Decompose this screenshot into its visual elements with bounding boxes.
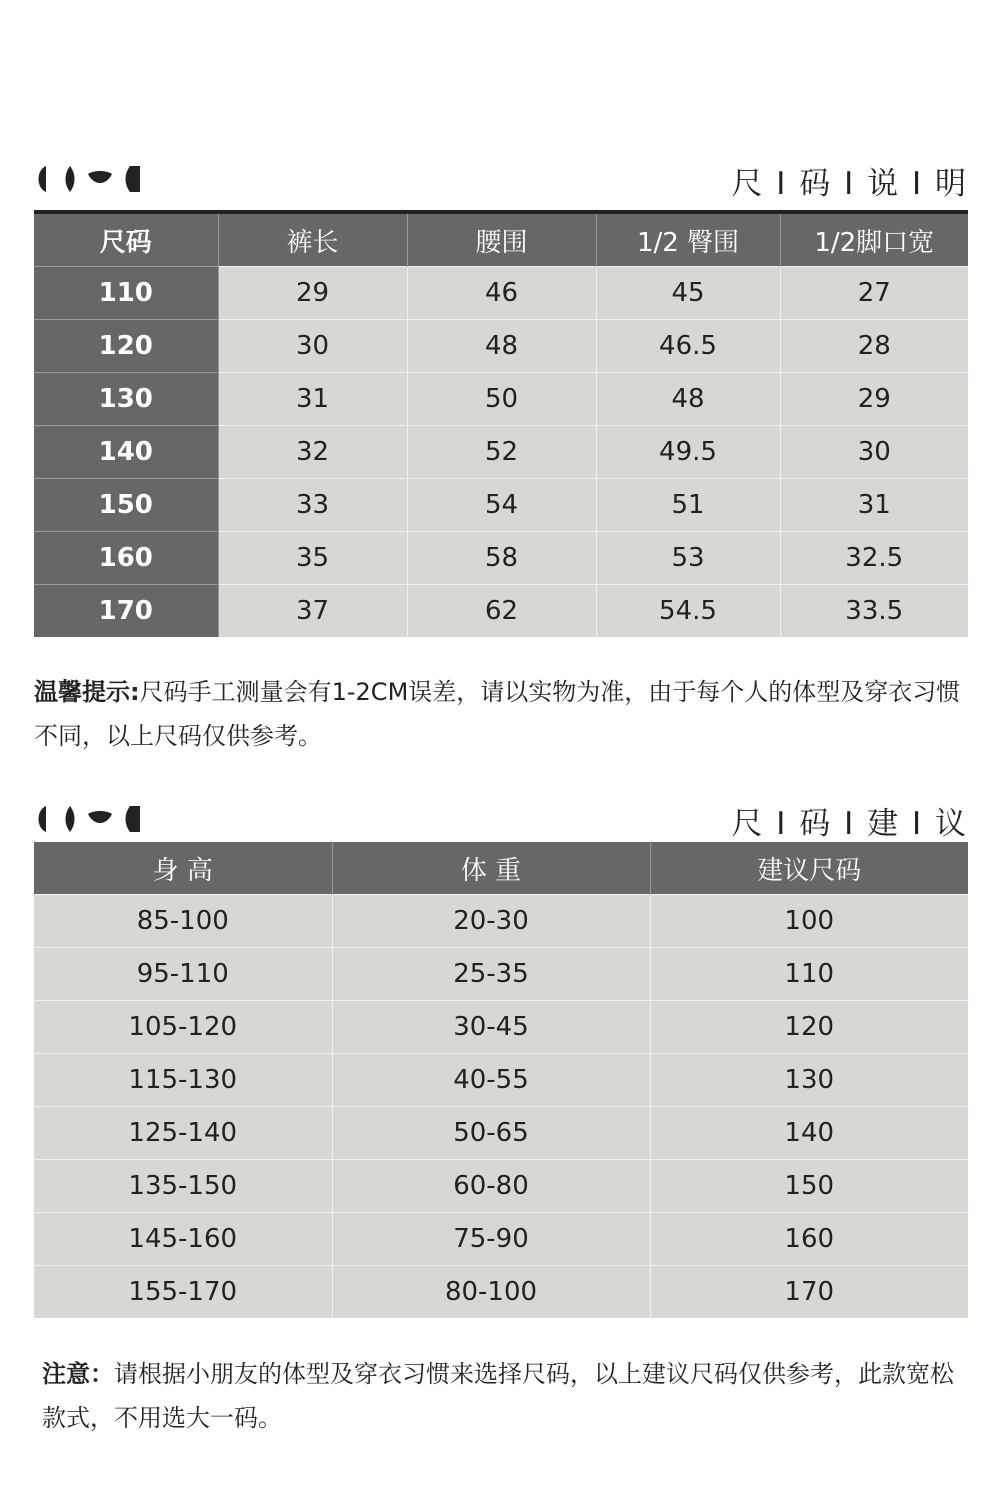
table-cell: 30: [218, 320, 407, 373]
table-cell: 48: [596, 373, 780, 426]
table-cell: 105-120: [34, 1001, 332, 1054]
table-cell: 33.5: [780, 585, 968, 638]
table-cell: 50-65: [332, 1107, 650, 1160]
table-cell: 31: [780, 479, 968, 532]
size-cell: 160: [34, 532, 218, 585]
table-cell: 160: [650, 1213, 968, 1266]
table-row: [34, 1213, 968, 1266]
decorative-leaf-ornament-icon: [34, 164, 144, 194]
size-chart-title: 尺 I 码 I 说 I 明: [731, 166, 968, 202]
size-cell: 120: [34, 320, 218, 373]
column-header: 腰围: [407, 214, 596, 267]
table-cell: 110: [650, 948, 968, 1001]
size-cell: 110: [34, 267, 218, 320]
table-cell: 58: [407, 532, 596, 585]
table-cell: 115-130: [34, 1054, 332, 1107]
table-row: [34, 585, 968, 638]
table-cell: 45: [596, 267, 780, 320]
tip-text: 尺码手工测量会有1-2CM误差，请以实物为准，由于每个人的体型及穿衣习惯不同，以上尺码仅供参考。: [34, 678, 961, 750]
table-cell: 20-30: [332, 895, 650, 948]
notice-text: 请根据小朋友的体型及穿衣习惯来选择尺码，以上建议尺码仅供参考，此款宽松款式，不用选大一码。: [42, 1360, 954, 1432]
table-cell: 28: [780, 320, 968, 373]
table-cell: 140: [650, 1107, 968, 1160]
table-cell: 150: [650, 1160, 968, 1213]
table-cell: 33: [218, 479, 407, 532]
table-cell: 40-55: [332, 1054, 650, 1107]
table-row: [34, 1001, 968, 1054]
table-cell: 27: [780, 267, 968, 320]
notice-note: [42, 1352, 974, 1440]
table-row: [34, 479, 968, 532]
decorative-leaf-ornament-icon: [34, 804, 144, 834]
table-cell: 30: [780, 426, 968, 479]
size-tip-note: [34, 670, 974, 758]
table-cell: 50: [407, 373, 596, 426]
tip-label: 温馨提示:: [34, 678, 140, 706]
table-cell: 46: [407, 267, 596, 320]
column-header: 身 高: [34, 842, 332, 895]
recommend-header-row: [34, 842, 968, 895]
table-cell: 100: [650, 895, 968, 948]
table-row: [34, 373, 968, 426]
table-cell: 75-90: [332, 1213, 650, 1266]
table-cell: 54.5: [596, 585, 780, 638]
column-header: 建议尺码: [650, 842, 968, 895]
table-row: [34, 1266, 968, 1319]
table-cell: 60-80: [332, 1160, 650, 1213]
table-row: [34, 1054, 968, 1107]
table-cell: 46.5: [596, 320, 780, 373]
table-cell: 37: [218, 585, 407, 638]
table-cell: 49.5: [596, 426, 780, 479]
table-row: [34, 426, 968, 479]
table-cell: 35: [218, 532, 407, 585]
table-cell: 170: [650, 1266, 968, 1319]
table-cell: 145-160: [34, 1213, 332, 1266]
table-cell: 52: [407, 426, 596, 479]
table-cell: 95-110: [34, 948, 332, 1001]
table-row: [34, 267, 968, 320]
table-cell: 48: [407, 320, 596, 373]
table-cell: 25-35: [332, 948, 650, 1001]
table-row: [34, 1160, 968, 1213]
size-cell: 170: [34, 585, 218, 638]
size-chart-table: [34, 214, 968, 637]
size-cell: 130: [34, 373, 218, 426]
table-cell: 155-170: [34, 1266, 332, 1319]
table-cell: 53: [596, 532, 780, 585]
table-cell: 62: [407, 585, 596, 638]
size-chart-header-row: [34, 214, 968, 267]
table-cell: 54: [407, 479, 596, 532]
column-header: 体 重: [332, 842, 650, 895]
recommend-chart-title: 尺 I 码 I 建 I 议: [731, 806, 968, 842]
table-row: [34, 895, 968, 948]
notice-label: 注意：: [42, 1360, 114, 1388]
table-cell: 135-150: [34, 1160, 332, 1213]
recommend-chart-header: [34, 798, 968, 842]
table-row: [34, 532, 968, 585]
table-row: [34, 1107, 968, 1160]
table-cell: 125-140: [34, 1107, 332, 1160]
table-cell: 31: [218, 373, 407, 426]
table-cell: 32: [218, 426, 407, 479]
column-header: 1/2 臀围: [596, 214, 780, 267]
size-chart-header: [34, 158, 968, 202]
table-cell: 29: [780, 373, 968, 426]
size-cell: 140: [34, 426, 218, 479]
size-cell: 150: [34, 479, 218, 532]
column-header: 尺码: [34, 214, 218, 267]
column-header: 裤长: [218, 214, 407, 267]
table-cell: 29: [218, 267, 407, 320]
column-header: 1/2脚口宽: [780, 214, 968, 267]
table-cell: 51: [596, 479, 780, 532]
recommend-chart-table: [34, 842, 968, 1318]
table-cell: 30-45: [332, 1001, 650, 1054]
table-row: [34, 948, 968, 1001]
table-cell: 120: [650, 1001, 968, 1054]
table-cell: 32.5: [780, 532, 968, 585]
table-cell: 80-100: [332, 1266, 650, 1319]
table-row: [34, 320, 968, 373]
table-cell: 85-100: [34, 895, 332, 948]
table-cell: 130: [650, 1054, 968, 1107]
